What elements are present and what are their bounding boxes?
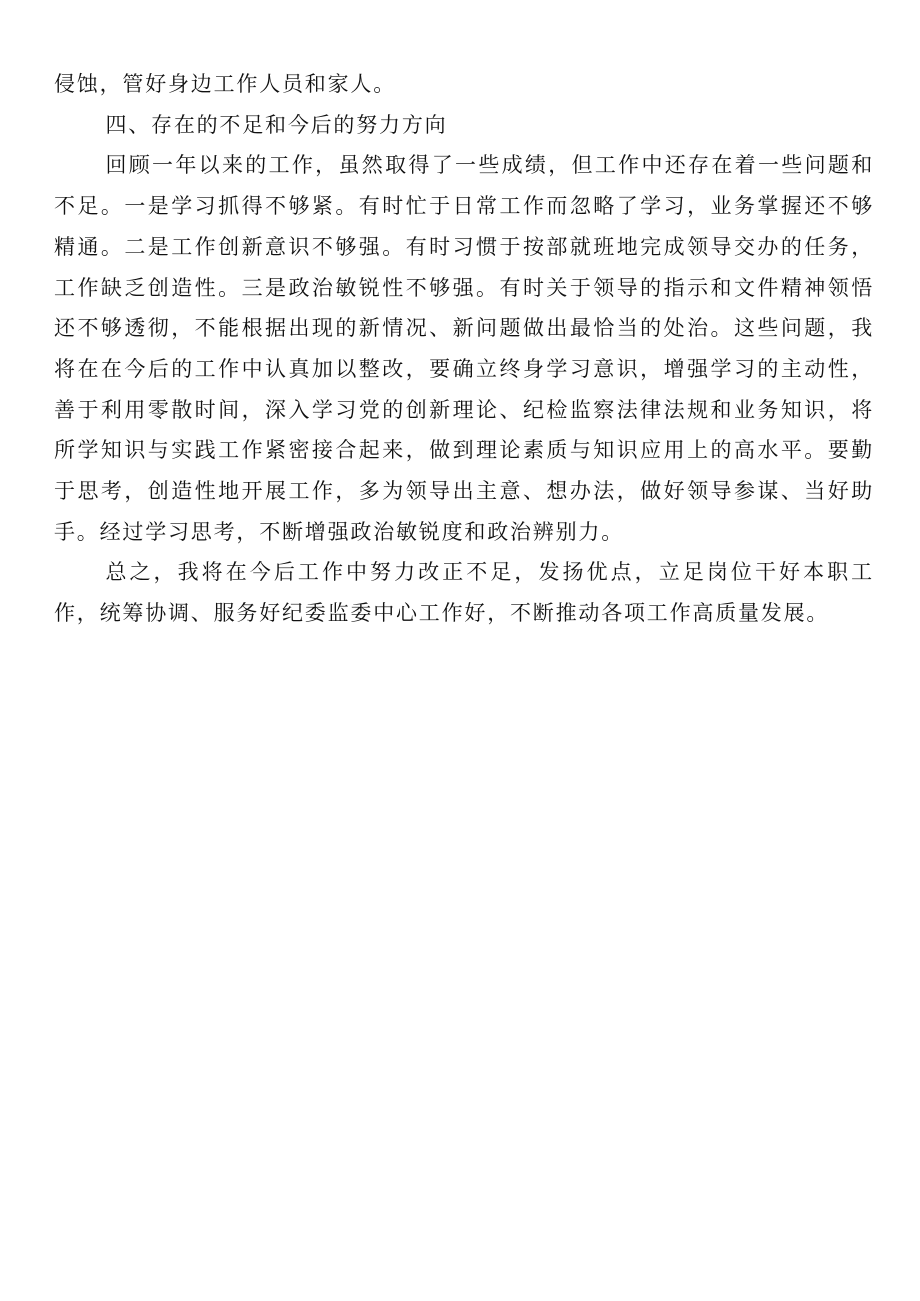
paragraph-review: 回顾一年以来的工作，虽然取得了一些成绩，但工作中还存在着一些问题和不足。一是学习抓得不够紧。有时忙于日常工作而忽略了学习，业务掌握还不够精通。二是工作创新意识不够强。有时习惯于按部就班地完成领导交办的任务，工作缺乏创造性。三是政治敏锐性不够强。有时关于领导的指示和文件精神领悟还不够透彻，不能根据出现的新情况、新问题做出最恰当的处治。这些问题，我将在在今后的工作中认真加以整改，要确立终身学习意识，增强学习的主动性，善于利用零散时间，深入学习党的创新理论、纪检监察法律法规和业务知识，将所学知识与实践工作紧密接合起来，做到理论素质与知识应用上的高水平。要勤于思考，创造性地开展工作，多为领导出主意、想办法，做好领导参谋、当好助手。经过学习思考，不断增强政治敏锐度和政治辨别力。	[54, 153, 874, 544]
paragraph-conclusion: 总之，我将在今后工作中努力改正不足，发扬优点，立足岗位干好本职工作，统筹协调、服务好纪委监委中心工作好，不断推动各项工作高质量发展。	[54, 560, 874, 626]
section-heading: 四、存在的不足和今后的努力方向	[105, 112, 448, 137]
paragraph-continuation: 侵蚀，管好身边工作人员和家人。	[54, 72, 396, 96]
document-body	[54, 64, 874, 634]
